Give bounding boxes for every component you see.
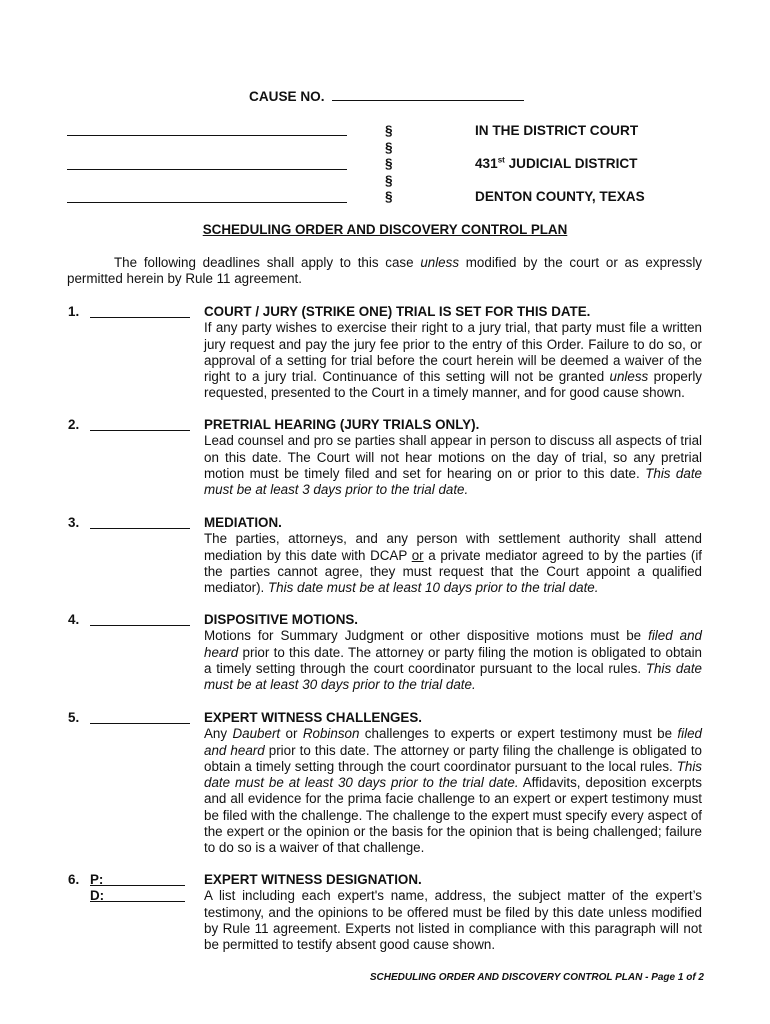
cause-number-field[interactable]	[332, 100, 524, 101]
item-body: The parties, attorneys, and any person with settlement authority shall attend mediation by this date with DCAP or a private mediator agreed to by the parties (if the parties cannot agree, they must request that the Court appoint a qualified mediator). This date must be at least 10 days prior to the trial date.	[204, 531, 703, 596]
item-mediation: MEDIATION. The parties, attorneys, and any person with settlement authority shall attend mediation by this date with DCAP or a private mediator agreed to by the parties (if the parties cannot agree, they must request that the Court appoint a qualified mediator). This date must be at least 10 days prior to the trial date.	[204, 515, 703, 596]
defendant-expert-date-field[interactable]	[90, 901, 185, 902]
plaintiff-label: P:	[90, 872, 104, 887]
section-symbol: §	[385, 156, 393, 171]
defendant-label: D:	[90, 888, 105, 903]
section-symbol: §	[385, 189, 393, 204]
item-number: 5.	[68, 710, 80, 725]
section-symbol: §	[385, 173, 393, 188]
item-body: A list including each expert's name, address, the subject matter of the expert’s testimony, and the opinions to be offered must be filed by this date unless modified by Rule 11 agreement. Experts not listed in compliance with this paragraph will not be permitted to testify absent good cause shown.	[204, 888, 702, 953]
item-heading: COURT / JURY (STRIKE ONE) TRIAL IS SET FOR THIS DATE	[204, 304, 587, 319]
item-heading: DISPOSITIVE MOTIONS	[204, 612, 355, 627]
item-number: 3.	[68, 515, 80, 530]
page-footer: SCHEDULING ORDER AND DISCOVERY CONTROL PLAN - Page 1 of 2	[369, 972, 704, 983]
item-heading: EXPERT WITNESS DESIGNATION.	[204, 872, 422, 887]
expert-challenge-date-field[interactable]	[90, 723, 190, 724]
judicial-suffix: st	[497, 155, 505, 165]
item-number: 6.	[68, 872, 80, 887]
district-court-label: IN THE DISTRICT COURT	[475, 123, 639, 138]
item-number: 2.	[68, 417, 80, 432]
item-body: If any party wishes to exercise their right to a jury trial, that party must file a written jury request and pay the jury fee prior to the entry of this Order. Failure to do so, or approval of a setting for trial before the court herein will be deemed a waiver of the right to a jury trial. Continuance of this setting will not be granted unless properly requested, presented to the Court in a timely manner, and for good cause shown.	[204, 320, 702, 401]
intro-paragraph: The following deadlines shall apply to this case unless modified by the court or as expressly permitted herein by Rule 11 agreement.	[67, 255, 702, 287]
county-label: DENTON COUNTY, TEXAS	[475, 189, 645, 204]
item-expert-designation	[204, 872, 702, 953]
pretrial-date-field[interactable]	[90, 430, 190, 431]
item-heading: EXPERT WITNESS CHALLENGES.	[204, 710, 422, 725]
item-body: Lead counsel and pro se parties shall appear in person to discuss all aspects of trial on this date. The Court will not hear motions on the day of trial, so any pretrial motion must be timely filed and set for hearing on or prior to this date. This date must be at least 3 days prior to the trial date.	[204, 433, 702, 498]
item-dispositive: DISPOSITIVE MOTIONS. Motions for Summary Judgment or other dispositive motions must be filed and heard prior to this date. The attorney or party filing the motion is obligated to obtain a timely setting through the court coordinator pursuant to the local rules. This date must be at least 30 days prior to the trial date.	[204, 612, 702, 693]
item-heading: MEDIATION	[204, 515, 279, 530]
judicial-number: 431	[475, 156, 498, 171]
judicial-district-label	[475, 156, 637, 171]
cause-label: CAUSE NO.	[249, 89, 325, 104]
cause-number-line	[249, 89, 524, 104]
item-number: 4.	[68, 612, 80, 627]
judicial-rest: JUDICIAL DISTRICT	[504, 156, 638, 171]
item-expert-challenges	[204, 710, 702, 857]
trial-date-field[interactable]	[90, 317, 190, 318]
item-body: Any Daubert or Robinson challenges to experts or expert testimony must be filed and heard prior to this date. The attorney or party filing the challenge is obligated to obtain a timely setting through the court coordinator pursuant to the local rules. This date must be at least 30 days prior to the trial date. Affidavits, deposition excerpts and all evidence for the prima facie challenge to an expert or expert testimony must be filed with the challenge. The challenge to the expert must specify every aspect of the expert or the opinion or the basis for the opinion that is being challenged; failure to do so is a waiver of that challenge.	[204, 726, 703, 856]
party-line-3[interactable]	[67, 202, 347, 203]
section-symbol: §	[385, 140, 393, 155]
dispositive-date-field[interactable]	[90, 625, 190, 626]
plaintiff-expert-date-field[interactable]	[90, 885, 185, 886]
item-trial: COURT / JURY (STRIKE ONE) TRIAL IS SET FOR THIS DATE. If any party wishes to exercise their right to a jury trial, that party must file a written jury request and pay the jury fee prior to the entry of this Order. Failure to do so, or approval of a setting for trial before the court herein will be deemed a waiver of the right to a jury trial. Continuance of this setting will not be granted unless properly requested, presented to the Court in a timely manner, and for good cause shown.	[204, 304, 702, 401]
document-title: SCHEDULING ORDER AND DISCOVERY CONTROL PLAN	[202, 222, 568, 237]
item-number: 1.	[68, 304, 80, 319]
mediation-date-field[interactable]	[90, 528, 190, 529]
item-body: Motions for Summary Judgment or other dispositive motions must be filed and heard prior to this date. The attorney or party filing the motion is obligated to obtain a timely setting through the court coordinator pursuant to the local rules. This date must be at least 30 days prior to the trial date.	[204, 628, 702, 693]
party-line-2[interactable]	[67, 169, 347, 170]
item-heading: PRETRIAL HEARING (JURY TRIALS ONLY)	[204, 417, 476, 432]
item-pretrial: PRETRIAL HEARING (JURY TRIALS ONLY). Lead counsel and pro se parties shall appear in person to discuss all aspects of trial on this date. The Court will not hear motions on the day of trial, so any pretrial motion must be timely filed and set for hearing on or prior to this date. This date must be at least 3 days prior to the trial date.	[204, 417, 702, 498]
section-symbol: §	[385, 123, 393, 138]
party-line-1[interactable]	[67, 135, 347, 136]
